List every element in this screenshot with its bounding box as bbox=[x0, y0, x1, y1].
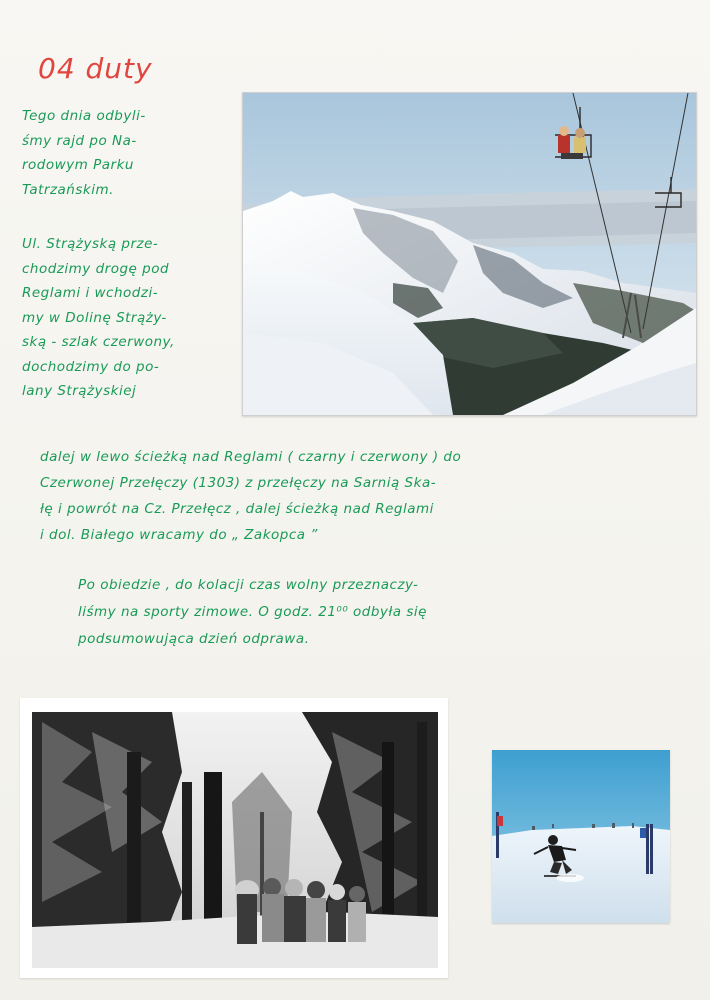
tatra-panorama-chairlift-photo bbox=[242, 92, 697, 416]
slalom-skier-photo bbox=[492, 750, 670, 923]
afternoon-paragraph: Po obiedzie , do kolacji czas wolny przeznaczy- liśmy na sporty zimowe. O godz. 21⁰⁰ odbyła się podsumowująca dzień odprawa. bbox=[78, 577, 427, 647]
group-in-snowy-forest-photo bbox=[32, 712, 438, 968]
intro-paragraph: Tego dnia odbyli- śmy rajd po Na- rodowym Parku Tatrzańskim. bbox=[22, 108, 146, 198]
route-continuation-paragraph: dalej w lewo ścieżką nad Reglami ( czarny i czerwony ) do Czerwonej Przełęczy (1303) z przełęczy na Sarnią Ska- łę i powrót na Cz. Przełęcz , dalej ścieżką nad Reglami i dol. Białego wracamy do „ Zakopca ” bbox=[40, 449, 462, 543]
route-paragraph: Ul. Strążyską prze- chodzimy drogę pod Reglami i wchodzi- my w Dolinę Strąży- ską - szlak czerwony, dochodzimy do po- lany Strążyskiej bbox=[22, 236, 175, 399]
page-title: 04 duty bbox=[38, 52, 153, 85]
